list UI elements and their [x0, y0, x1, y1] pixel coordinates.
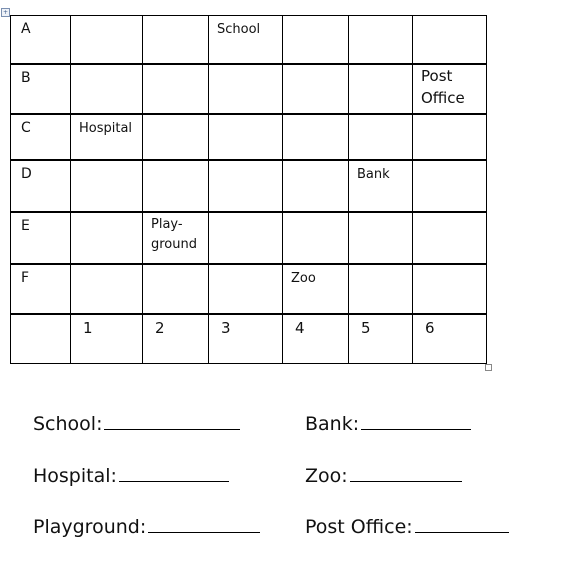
grid-cell	[349, 212, 413, 264]
column-number: 6	[413, 314, 487, 364]
grid-cell	[283, 114, 349, 160]
grid-cell	[413, 264, 487, 314]
row-label: C	[11, 114, 71, 160]
grid-cell	[143, 114, 209, 160]
question-playground	[33, 516, 260, 538]
grid-cell	[71, 16, 143, 64]
question-label: Post Office:	[305, 516, 413, 538]
grid-cell	[143, 64, 209, 114]
grid-cell	[71, 212, 143, 264]
grid-cell	[349, 264, 413, 314]
grid-cell	[209, 212, 283, 264]
grid-cell-bank: Bank	[349, 160, 413, 212]
grid-cell	[209, 160, 283, 212]
grid-cell	[283, 212, 349, 264]
answer-blank[interactable]	[350, 465, 462, 482]
grid-cell	[143, 160, 209, 212]
answer-blank[interactable]	[119, 465, 229, 482]
grid-cell	[349, 114, 413, 160]
grid-cell	[349, 64, 413, 114]
question-label: School:	[33, 413, 103, 435]
grid-cell	[283, 64, 349, 114]
question-label: Playground:	[33, 516, 147, 538]
grid-cell	[413, 160, 487, 212]
row-label: D	[11, 160, 71, 212]
grid-cell	[413, 212, 487, 264]
row-label: E	[11, 212, 71, 264]
question-post-office	[305, 516, 509, 538]
grid-cell	[413, 16, 487, 64]
grid-row-e	[11, 212, 487, 264]
coordinate-grid	[10, 15, 487, 364]
question-label: Bank:	[305, 413, 360, 435]
grid-row-f	[11, 264, 487, 314]
grid-cell-zoo: Zoo	[283, 264, 349, 314]
grid-cell	[143, 16, 209, 64]
grid-cell	[209, 64, 283, 114]
grid-cell	[71, 64, 143, 114]
row-label: A	[11, 16, 71, 64]
grid-cell-post-office: Post Office	[413, 64, 487, 114]
column-number: 5	[349, 314, 413, 364]
grid-row-b	[11, 64, 487, 114]
column-number: 4	[283, 314, 349, 364]
row-label: B	[11, 64, 71, 114]
question-zoo	[305, 465, 462, 487]
table-resize-handle[interactable]	[485, 364, 492, 371]
answer-blank[interactable]	[361, 413, 471, 430]
answer-blank[interactable]	[415, 516, 509, 533]
question-label: Zoo:	[305, 465, 348, 487]
grid-cell	[209, 264, 283, 314]
grid-cell	[71, 160, 143, 212]
grid-cell	[283, 16, 349, 64]
question-school	[33, 413, 240, 435]
row-label: F	[11, 264, 71, 314]
answer-blank[interactable]	[104, 413, 240, 430]
grid-row-c	[11, 114, 487, 160]
question-hospital	[33, 465, 229, 487]
grid-row-a	[11, 16, 487, 64]
column-number: 1	[71, 314, 143, 364]
grid-cell-hospital: Hospital	[71, 114, 143, 160]
grid-cell	[209, 114, 283, 160]
question-bank	[305, 413, 471, 435]
grid-row-d	[11, 160, 487, 212]
grid-cell	[413, 114, 487, 160]
grid-cell	[283, 160, 349, 212]
column-number: 2	[143, 314, 209, 364]
grid-cell	[349, 16, 413, 64]
grid-cell	[143, 264, 209, 314]
grid-corner-cell	[11, 314, 71, 364]
grid-cell	[71, 264, 143, 314]
answer-blank[interactable]	[148, 516, 260, 533]
grid-cell-playground: Play- ground	[143, 212, 209, 264]
question-label: Hospital:	[33, 465, 117, 487]
grid-cell-school: School	[209, 16, 283, 64]
column-number: 3	[209, 314, 283, 364]
table-move-handle[interactable]: +	[2, 9, 9, 16]
grid-column-numbers	[11, 314, 487, 364]
